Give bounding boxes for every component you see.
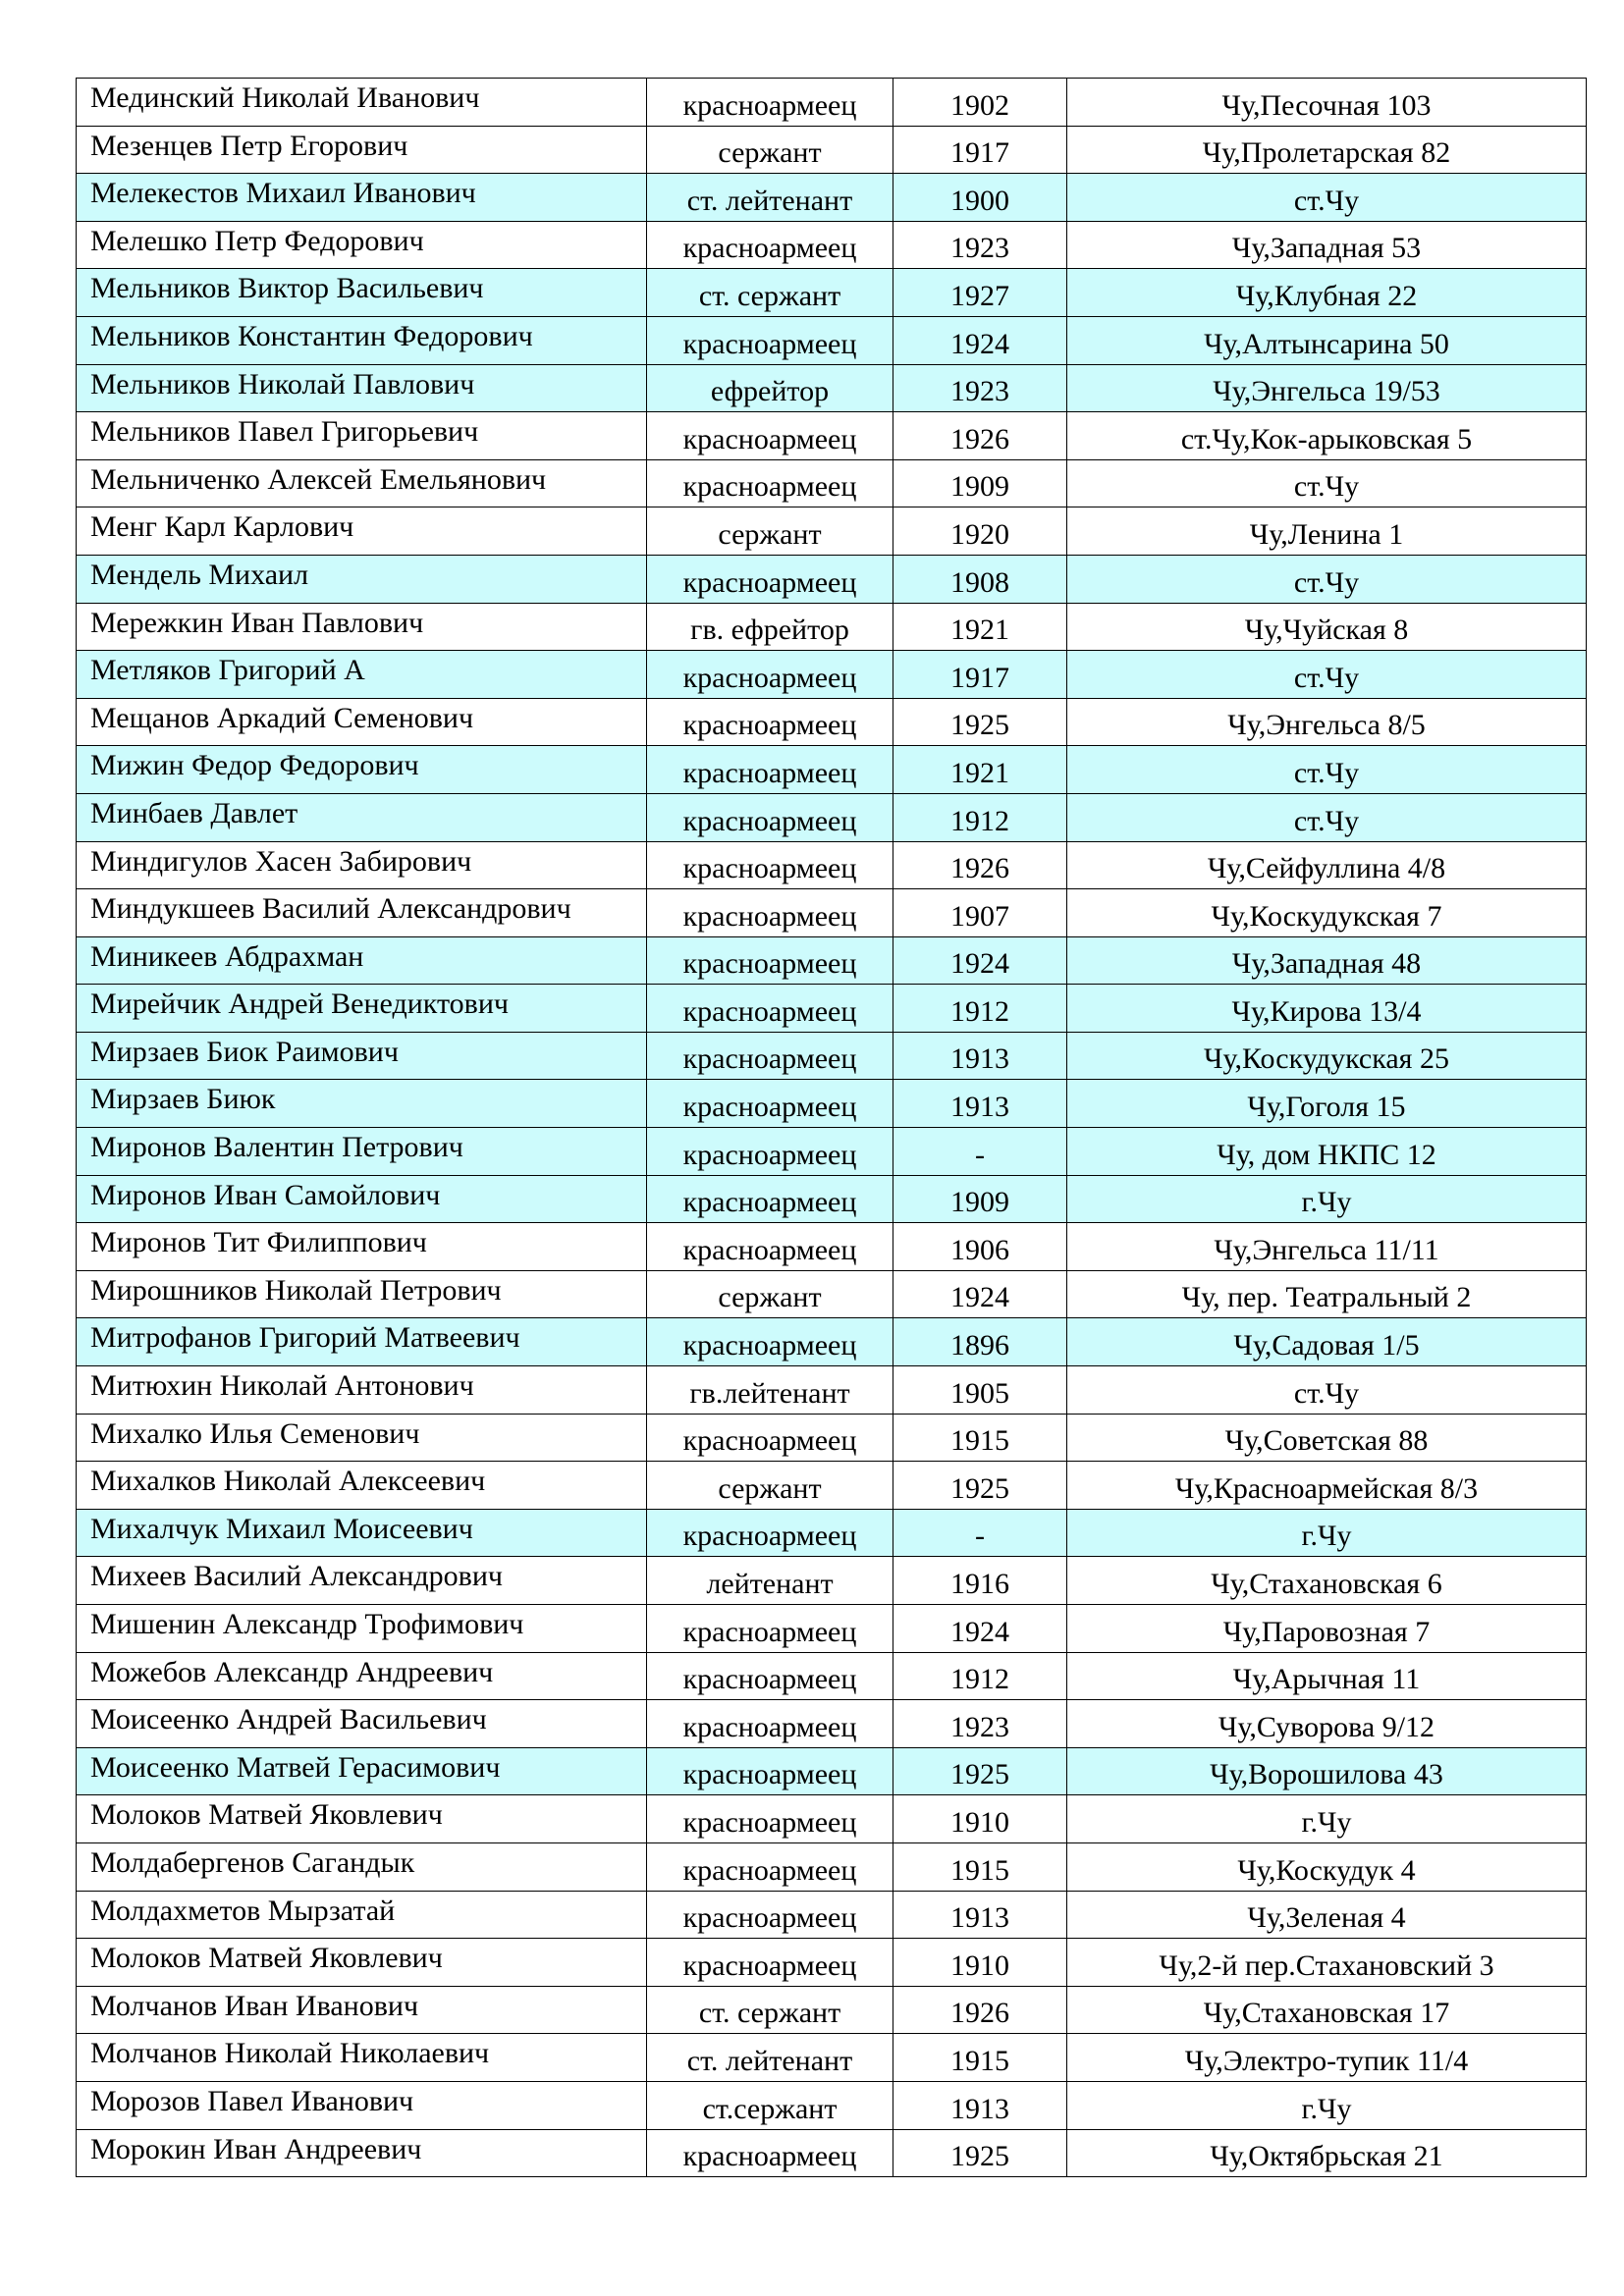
address-cell: г.Чу [1067,1509,1587,1557]
table-row [77,126,1587,174]
address-cell: Чу,Гоголя 15 [1067,1080,1587,1128]
name-cell: Минбаев Давлет [77,793,647,841]
name-cell: Метляков Григорий А [77,651,647,699]
rank-cell: красноармеец [647,1939,893,1987]
rank-cell: красноармеец [647,1891,893,1939]
table-row [77,1795,1587,1843]
year-cell: 1905 [893,1366,1067,1415]
address-cell: Чу,Пролетарская 82 [1067,126,1587,174]
name-cell: Миронов Тит Филиппович [77,1223,647,1271]
rank-cell: красноармеец [647,1652,893,1700]
year-cell: 1913 [893,1891,1067,1939]
address-cell: Чу,Чуйская 8 [1067,603,1587,651]
rank-cell: гв.лейтенант [647,1366,893,1415]
year-cell: 1916 [893,1557,1067,1605]
year-cell: 1921 [893,603,1067,651]
rank-cell: красноармеец [647,1795,893,1843]
address-cell: Чу,Зеленая 4 [1067,1891,1587,1939]
address-cell: ст.Чу [1067,1366,1587,1415]
table-row [77,1700,1587,1748]
rank-cell: ст. лейтенант [647,2034,893,2082]
year-cell: 1925 [893,698,1067,746]
table-row [77,698,1587,746]
rank-cell: гв. ефрейтор [647,603,893,651]
year-cell: 1924 [893,936,1067,985]
table-row [77,603,1587,651]
address-cell: Чу,Суворова 9/12 [1067,1700,1587,1748]
rank-cell: ефрейтор [647,364,893,412]
roster-table [76,78,1587,2177]
year-cell: 1924 [893,316,1067,364]
rank-cell: красноармеец [647,221,893,269]
year-cell: 1927 [893,269,1067,317]
table-row [77,1842,1587,1891]
name-cell: Менг Карл Карлович [77,507,647,556]
name-cell: Можебов Александр Андреевич [77,1652,647,1700]
year-cell: 1910 [893,1939,1067,1987]
year-cell: 1912 [893,1652,1067,1700]
address-cell: Чу,Арычная 11 [1067,1652,1587,1700]
name-cell: Мельников Николай Павлович [77,364,647,412]
name-cell: Молоков Матвей Яковлевич [77,1939,647,1987]
table-row [77,985,1587,1033]
year-cell: 1915 [893,2034,1067,2082]
name-cell: Мелекестов Михаил Иванович [77,174,647,222]
year-cell: 1913 [893,1080,1067,1128]
year-cell: 1926 [893,1986,1067,2034]
name-cell: Мережкин Иван Павлович [77,603,647,651]
year-cell: 1923 [893,364,1067,412]
name-cell: Мендель Михаил [77,555,647,603]
name-cell: Миндигулов Хасен Забирович [77,841,647,889]
table-row [77,1366,1587,1415]
year-cell: 1910 [893,1795,1067,1843]
table-row [77,889,1587,937]
rank-cell: красноармеец [647,651,893,699]
rank-cell: ст.сержант [647,2081,893,2129]
year-cell: 1925 [893,1747,1067,1795]
address-cell: г.Чу [1067,1795,1587,1843]
address-cell: ст.Чу [1067,555,1587,603]
table-row [77,2081,1587,2129]
table-row [77,507,1587,556]
table-row [77,1032,1587,1080]
name-cell: Мирошников Николай Петрович [77,1270,647,1318]
year-cell: 1909 [893,459,1067,507]
year-cell: - [893,1509,1067,1557]
year-cell: 1902 [893,79,1067,127]
rank-cell: красноармеец [647,1700,893,1748]
address-cell: Чу,Стахановская 6 [1067,1557,1587,1605]
address-cell: ст.Чу [1067,793,1587,841]
address-cell: Чу,Коскудук 4 [1067,1842,1587,1891]
address-cell: Чу,Клубная 22 [1067,269,1587,317]
table-row [77,1175,1587,1223]
rank-cell: красноармеец [647,412,893,460]
table-row [77,1128,1587,1176]
address-cell: ст.Чу [1067,174,1587,222]
year-cell: 1908 [893,555,1067,603]
year-cell: 1925 [893,2129,1067,2177]
name-cell: Молдабергенов Сагандык [77,1842,647,1891]
rank-cell: ст. лейтенант [647,174,893,222]
table-row [77,79,1587,127]
name-cell: Мирзаев Биюк [77,1080,647,1128]
name-cell: Мижин Федор Федорович [77,746,647,794]
address-cell: Чу,Электро-тупик 11/4 [1067,2034,1587,2082]
name-cell: Молоков Матвей Яковлевич [77,1795,647,1843]
name-cell: Моисеенко Матвей Герасимович [77,1747,647,1795]
table-row [77,1557,1587,1605]
table-row [77,1652,1587,1700]
table-row [77,793,1587,841]
address-cell: Чу,Советская 88 [1067,1414,1587,1462]
year-cell: 1912 [893,793,1067,841]
year-cell: 1921 [893,746,1067,794]
table-row [77,936,1587,985]
table-row [77,651,1587,699]
address-cell: Чу,Алтынсарина 50 [1067,316,1587,364]
rank-cell: красноармеец [647,1842,893,1891]
address-cell: г.Чу [1067,2081,1587,2129]
address-cell: Чу,Энгельса 8/5 [1067,698,1587,746]
rank-cell: красноармеец [647,1032,893,1080]
year-cell: 1913 [893,1032,1067,1080]
rank-cell: красноармеец [647,459,893,507]
name-cell: Мезенцев Петр Егорович [77,126,647,174]
name-cell: Мельниченко Алексей Емельянович [77,459,647,507]
name-cell: Миронов Иван Самойлович [77,1175,647,1223]
address-cell: Чу,Ленина 1 [1067,507,1587,556]
table-row [77,269,1587,317]
name-cell: Мельников Павел Григорьевич [77,412,647,460]
address-cell: Чу,Западная 48 [1067,936,1587,985]
name-cell: Молчанов Иван Иванович [77,1986,647,2034]
year-cell: 1900 [893,174,1067,222]
address-cell: Чу,Западная 53 [1067,221,1587,269]
table-row [77,1509,1587,1557]
table-row [77,746,1587,794]
name-cell: Морозов Павел Иванович [77,2081,647,2129]
rank-cell: красноармеец [647,316,893,364]
address-cell: Чу,Песочная 103 [1067,79,1587,127]
table-row [77,1605,1587,1653]
rank-cell: ст. сержант [647,269,893,317]
table-row [77,412,1587,460]
address-cell: Чу,Коскудукская 25 [1067,1032,1587,1080]
year-cell: 1926 [893,412,1067,460]
rank-cell: красноармеец [647,1175,893,1223]
year-cell: 1924 [893,1605,1067,1653]
name-cell: Мирзаев Биок Раимович [77,1032,647,1080]
address-cell: ст.Чу [1067,746,1587,794]
name-cell: Миникеев Абдрахман [77,936,647,985]
rank-cell: красноармеец [647,1318,893,1366]
rank-cell: сержант [647,507,893,556]
address-cell: Чу,Октябрьская 21 [1067,2129,1587,2177]
year-cell: 1925 [893,1462,1067,1510]
table-row [77,1318,1587,1366]
table-row [77,221,1587,269]
year-cell: 1906 [893,1223,1067,1271]
name-cell: Мирейчик Андрей Венедиктович [77,985,647,1033]
table-row [77,1986,1587,2034]
address-cell: Чу,Кирова 13/4 [1067,985,1587,1033]
address-cell: Чу,Ворошилова 43 [1067,1747,1587,1795]
name-cell: Мещанов Аркадий Семенович [77,698,647,746]
rank-cell: красноармеец [647,1128,893,1176]
year-cell: 1915 [893,1842,1067,1891]
table-row [77,1939,1587,1987]
rank-cell: красноармеец [647,793,893,841]
table-row [77,1891,1587,1939]
rank-cell: красноармеец [647,985,893,1033]
address-cell: Чу,Энгельса 19/53 [1067,364,1587,412]
year-cell: 1913 [893,2081,1067,2129]
address-cell: ст.Чу [1067,459,1587,507]
address-cell: г.Чу [1067,1175,1587,1223]
rank-cell: красноармеец [647,1080,893,1128]
year-cell: 1912 [893,985,1067,1033]
year-cell: 1924 [893,1270,1067,1318]
rank-cell: красноармеец [647,555,893,603]
table-row [77,1080,1587,1128]
rank-cell: красноармеец [647,2129,893,2177]
table-row [77,1462,1587,1510]
address-cell: Чу,Сейфуллина 4/8 [1067,841,1587,889]
name-cell: Мелешко Петр Федорович [77,221,647,269]
year-cell: 1909 [893,1175,1067,1223]
year-cell: 1920 [893,507,1067,556]
table-row [77,2129,1587,2177]
rank-cell: сержант [647,1270,893,1318]
rank-cell: красноармеец [647,1223,893,1271]
rank-cell: красноармеец [647,698,893,746]
name-cell: Митрофанов Григорий Матвеевич [77,1318,647,1366]
name-cell: Михалков Николай Алексеевич [77,1462,647,1510]
address-cell: Чу, дом НКПС 12 [1067,1128,1587,1176]
year-cell: 1896 [893,1318,1067,1366]
rank-cell: красноармеец [647,1605,893,1653]
name-cell: Молдахметов Мырзатай [77,1891,647,1939]
name-cell: Михеев Василий Александрович [77,1557,647,1605]
table-row [77,555,1587,603]
rank-cell: красноармеец [647,79,893,127]
address-cell: Чу,Садовая 1/5 [1067,1318,1587,1366]
rank-cell: красноармеец [647,1509,893,1557]
table-row [77,841,1587,889]
rank-cell: красноармеец [647,936,893,985]
address-cell: Чу,Стахановская 17 [1067,1986,1587,2034]
year-cell: 1917 [893,126,1067,174]
rank-cell: красноармеец [647,1747,893,1795]
address-cell: Чу,Коскудукская 7 [1067,889,1587,937]
roster-table-body [77,79,1587,2177]
table-row [77,1414,1587,1462]
year-cell: 1926 [893,841,1067,889]
table-row [77,1270,1587,1318]
address-cell: ст.Чу,Кок-арыковская 5 [1067,412,1587,460]
address-cell: ст.Чу [1067,651,1587,699]
table-row [77,174,1587,222]
name-cell: Мельников Константин Федорович [77,316,647,364]
year-cell: 1923 [893,1700,1067,1748]
name-cell: Мединский Николай Иванович [77,79,647,127]
rank-cell: ст. сержант [647,1986,893,2034]
rank-cell: сержант [647,126,893,174]
year-cell: - [893,1128,1067,1176]
address-cell: Чу, пер. Театральный 2 [1067,1270,1587,1318]
year-cell: 1917 [893,651,1067,699]
address-cell: Чу,2-й пер.Стахановский 3 [1067,1939,1587,1987]
rank-cell: красноармеец [647,1414,893,1462]
name-cell: Миндукшеев Василий Александрович [77,889,647,937]
name-cell: Мельников Виктор Васильевич [77,269,647,317]
address-cell: Чу,Красноармейская 8/3 [1067,1462,1587,1510]
address-cell: Чу,Паровозная 7 [1067,1605,1587,1653]
name-cell: Моисеенко Андрей Васильевич [77,1700,647,1748]
rank-cell: красноармеец [647,889,893,937]
name-cell: Михалко Илья Семенович [77,1414,647,1462]
table-row [77,2034,1587,2082]
year-cell: 1907 [893,889,1067,937]
name-cell: Мишенин Александр Трофимович [77,1605,647,1653]
name-cell: Миронов Валентин Петрович [77,1128,647,1176]
name-cell: Митюхин Николай Антонович [77,1366,647,1415]
table-row [77,459,1587,507]
year-cell: 1915 [893,1414,1067,1462]
rank-cell: лейтенант [647,1557,893,1605]
name-cell: Молчанов Николай Николаевич [77,2034,647,2082]
table-row [77,1223,1587,1271]
rank-cell: красноармеец [647,841,893,889]
year-cell: 1923 [893,221,1067,269]
table-row [77,1747,1587,1795]
rank-cell: красноармеец [647,746,893,794]
table-row [77,316,1587,364]
address-cell: Чу,Энгельса 11/11 [1067,1223,1587,1271]
name-cell: Морокин Иван Андреевич [77,2129,647,2177]
name-cell: Михалчук Михаил Моисеевич [77,1509,647,1557]
table-row [77,364,1587,412]
rank-cell: сержант [647,1462,893,1510]
